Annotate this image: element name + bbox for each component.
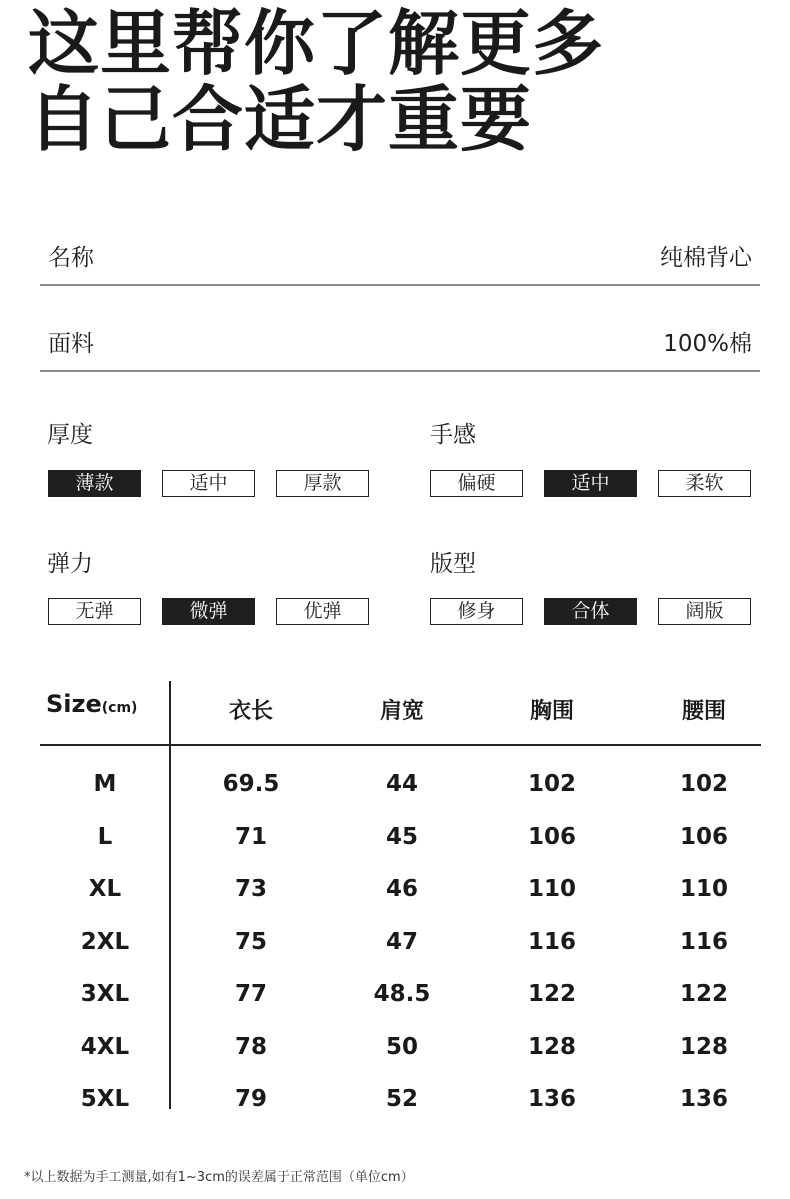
measurement-cell: 106 — [527, 823, 576, 850]
measurement-cell: 69.5 — [222, 771, 280, 797]
feel-option: 偏硬 — [430, 470, 523, 497]
measurement-cell: 44 — [385, 771, 418, 797]
measurement-cell: 79 — [234, 1086, 267, 1112]
measurement-cell: 106 — [679, 823, 728, 850]
measurement-cell: 47 — [385, 928, 418, 955]
column-header: 胸围 — [529, 699, 574, 724]
size-header-unit: (cm) — [101, 700, 138, 716]
size-cell: L — [97, 823, 113, 850]
measurement-cell: 52 — [385, 1086, 418, 1112]
measurement-cell: 102 — [527, 771, 576, 797]
headline — [28, 2, 605, 161]
size-cell: 5XL — [80, 1086, 130, 1112]
table-header-divider — [40, 744, 761, 746]
measurement-note: *以上数据为手工测量,如有1~3cm的误差属于正常范围（单位cm） — [24, 1170, 414, 1185]
fit-option: 阔版 — [658, 598, 751, 625]
feel-option: 适中 — [544, 470, 637, 497]
measurement-cell: 116 — [527, 928, 576, 955]
thickness-option: 适中 — [162, 470, 255, 497]
size-cell: 3XL — [80, 981, 130, 1007]
size-column-header — [46, 690, 166, 718]
measurement-cell: 75 — [234, 928, 267, 955]
measurement-cell: 48.5 — [373, 981, 431, 1007]
measurement-cell: 102 — [679, 771, 728, 797]
name-label: 名称 — [48, 244, 94, 271]
fit-option: 修身 — [430, 598, 523, 625]
measurement-cell: 122 — [527, 981, 576, 1007]
size-cell: 2XL — [80, 928, 130, 955]
column-header: 衣长 — [228, 699, 273, 724]
elasticity-label: 弹力 — [47, 551, 93, 577]
measurement-cell: 77 — [234, 981, 267, 1007]
thickness-option: 薄款 — [48, 470, 141, 497]
headline-line-1: 这里帮你了解更多 — [28, 2, 605, 85]
column-header: 肩宽 — [379, 699, 424, 724]
measurement-cell: 116 — [679, 928, 728, 955]
measurement-cell: 110 — [679, 876, 728, 902]
measurement-cell: 78 — [234, 1033, 267, 1060]
measurement-cell: 136 — [527, 1086, 576, 1112]
elasticity-option: 无弹 — [48, 598, 141, 625]
elasticity-option: 微弹 — [162, 598, 255, 625]
measurement-cell: 122 — [679, 981, 728, 1007]
fit-option: 合体 — [544, 598, 637, 625]
fabric-value: 100%棉 — [663, 330, 752, 357]
elasticity-option: 优弹 — [276, 598, 369, 625]
size-cell: M — [93, 771, 117, 797]
measurement-cell: 110 — [527, 876, 576, 902]
column-header: 腰围 — [681, 699, 726, 724]
headline-line-2: 自己合适才重要 — [28, 78, 533, 161]
size-cell: 4XL — [80, 1033, 130, 1060]
info-row-name — [40, 226, 760, 286]
fabric-label: 面料 — [48, 330, 94, 357]
measurement-cell: 136 — [679, 1086, 728, 1112]
size-cell: XL — [88, 876, 122, 902]
measurement-cell: 46 — [385, 876, 418, 902]
size-header-text: Size — [46, 690, 102, 718]
feel-option: 柔软 — [658, 470, 751, 497]
measurement-cell: 45 — [385, 823, 418, 850]
measurement-cell: 71 — [234, 823, 267, 850]
measurement-cell: 128 — [527, 1033, 576, 1060]
measurement-cell: 128 — [679, 1033, 728, 1060]
thickness-option: 厚款 — [276, 470, 369, 497]
measurement-cell: 73 — [234, 876, 267, 902]
feel-label: 手感 — [430, 422, 476, 448]
fit-label: 版型 — [430, 551, 476, 577]
name-value: 纯棉背心 — [660, 244, 752, 271]
thickness-label: 厚度 — [47, 422, 93, 448]
measurement-cell: 50 — [385, 1033, 418, 1060]
info-row-fabric — [40, 312, 760, 372]
